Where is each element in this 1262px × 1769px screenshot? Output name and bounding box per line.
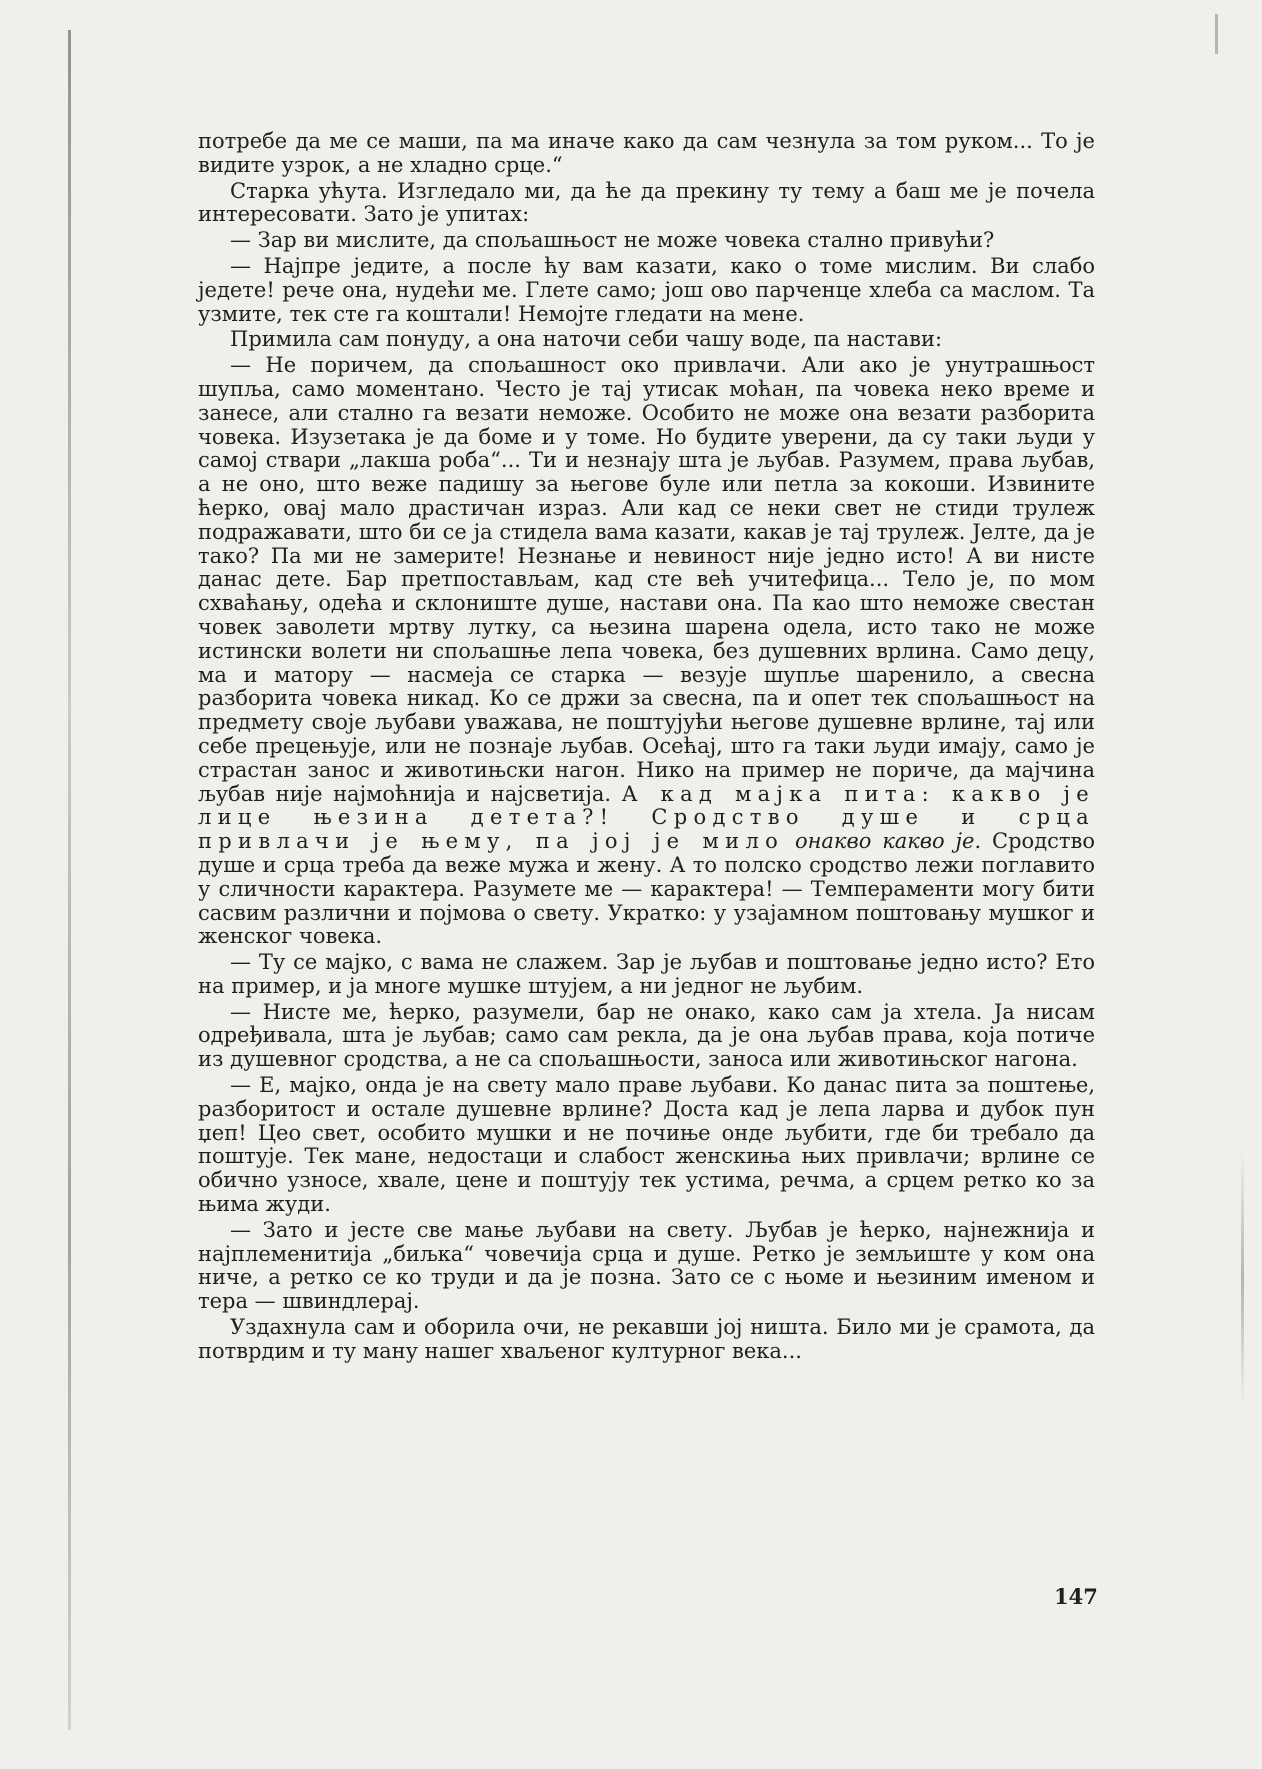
paragraph-long-start: — Не поричем, да спољашност око привлачи. Али ако је унутрашњост шупља, само моментано. Често је тај утисак моћан, па човека неко време и занесе, али стално га везати неможе. Особито не може она везати разборита човека. Изузетака је да боме и у томе. Но будите уверени, да су таки људи у самој ствари „лакша роба“... Ти и незнају шта је љубав. Разумем, права љубав, а не оно, што веже падишу за његове буле или петла за кокоши. Извините ћерко, овај мало драстичан израз. Али кад се неки свет не стиди трулеж подражавати, што би се ја стидела вама казати, какав је тај трулеж. Јелте, да је тако? Па ми не замерите! Незнање и невиност није једно исто! А ви нисте данас дете. Бар претпостављам, кад сте већ учитефица... Тело је, по мом схваћању, одећа и склониште душе, настави она. Па као што неможе свестан човек заволети мртву лутку, са њезина шарена одела, исто тако не може истински волети ни спољашње лепа човека, без душевних врлина. Само децу, ма и матору — насмеја се старка — везује шупље шаренило, а свесна разборита човека никад. Ко се држи за свесна, па и опет тек спољашњост на предмету своје љубави уважава, не поштујући његове душевне врлине, тај или себе прецењује, или не познаје љубав. Осећај, што га таки људи имају, само је страстан занос и животињски нагон. Нико на пример не пориче, да мајчина љубав није најмоћнија и најсветија. (198, 353, 1095, 806)
paragraph: Старка ућута. Изгледало ми, да ће да прекину ту тему а баш ме је почела интересовати. Зато је упитах: (198, 178, 1095, 227)
spaced-emphasis: А кад мајка пита: какво је лице њезина детета?! Сродство душе и срца привлачи је њему, па јој је мило (198, 781, 1095, 854)
paragraph-long-end: Сродство душе и срца треба да веже мужа и жену. А то полско сродство лежи поглавито у сличности карактера. Разумете ме — карактера! — Темпераменти могу бити сасвим различни и појмова о свету. Укратко: у узајамном поштовању мушког и женског човека. (198, 829, 1095, 949)
paragraph: потребе да ме се маши, па ма иначе како да сам чезнула за том руком... То је видите узрок, а не хладно срце.“ (198, 129, 1095, 177)
paragraph: Уздахнула сам и оборила очи, не рекавши јој ништа. Било ми је срамота, да потврдим и ту ману нашег хваљеног културног века... (198, 1315, 1095, 1363)
scan-mark-top-right (1215, 14, 1218, 54)
paragraph: — Најпре једите, а после ћу вам казати, како о томе мислим. Ви слабо једете! рече она, нудећи ме. Глете само; још ово парченце хлеба са маслом. Та узмите, тек сте га коштали! Немојте гледати на мене. (198, 253, 1095, 326)
paragraph: Примила сам понуду, а она наточи себи чашу воде, па настави: (230, 327, 943, 352)
page-number: 147 (1054, 1584, 1098, 1609)
page-text (198, 130, 1095, 1366)
scan-shadow-left (68, 30, 71, 1730)
paragraph: — Е, мајко, онда је на свету мало праве љубави. Ко данас пита за поштење, разборитост и остале душевне врлине? Доста кад је лепа ларва и дубок пун џеп! Цео свет, особито мушки и не почиње онде љубити, где би требало да поштује. Тек мане, недостаци и слабост женскиња њих привлачи; врлине се обично узносе, хвале, цене и поштују тек устима, речма, а срцем ретко ко за њима жуди. (198, 1073, 1095, 1217)
italic-emphasis: онакво какво је. (794, 829, 982, 854)
paragraph-long (198, 354, 1095, 949)
scan-shadow-right (1241, 1150, 1244, 1410)
paragraph: — Зар ви мислите, да спољашњост не може човека стално привући? (230, 228, 995, 253)
paragraph: — Ту се мајко, с вама не слажем. Зар је љубав и поштовање једно исто? Ето на пример, и ја многе мушке штујем, а ни једног не љубим. (198, 950, 1095, 998)
paragraph: — Зато и јесте све мање љубави на свету. Љубав је ћерко, најнежнија и најплеменитија „биљка“ човечија срца и душе. Ретко је земљиште у ком она ниче, а ретко се ко труди и да је позна. Зато се с њоме и њезиним именом и тера — швиндлерај. (198, 1217, 1095, 1314)
paragraph: — Нисте ме, ћерко, разумели, бар не онако, како сам ја хтела. Ја нисам одређивала, шта је љубав; само сам рекла, да је она љубав права, која потиче из душевног сродства, а не са спољашњости, заноса или животињског нагона. (198, 999, 1095, 1072)
